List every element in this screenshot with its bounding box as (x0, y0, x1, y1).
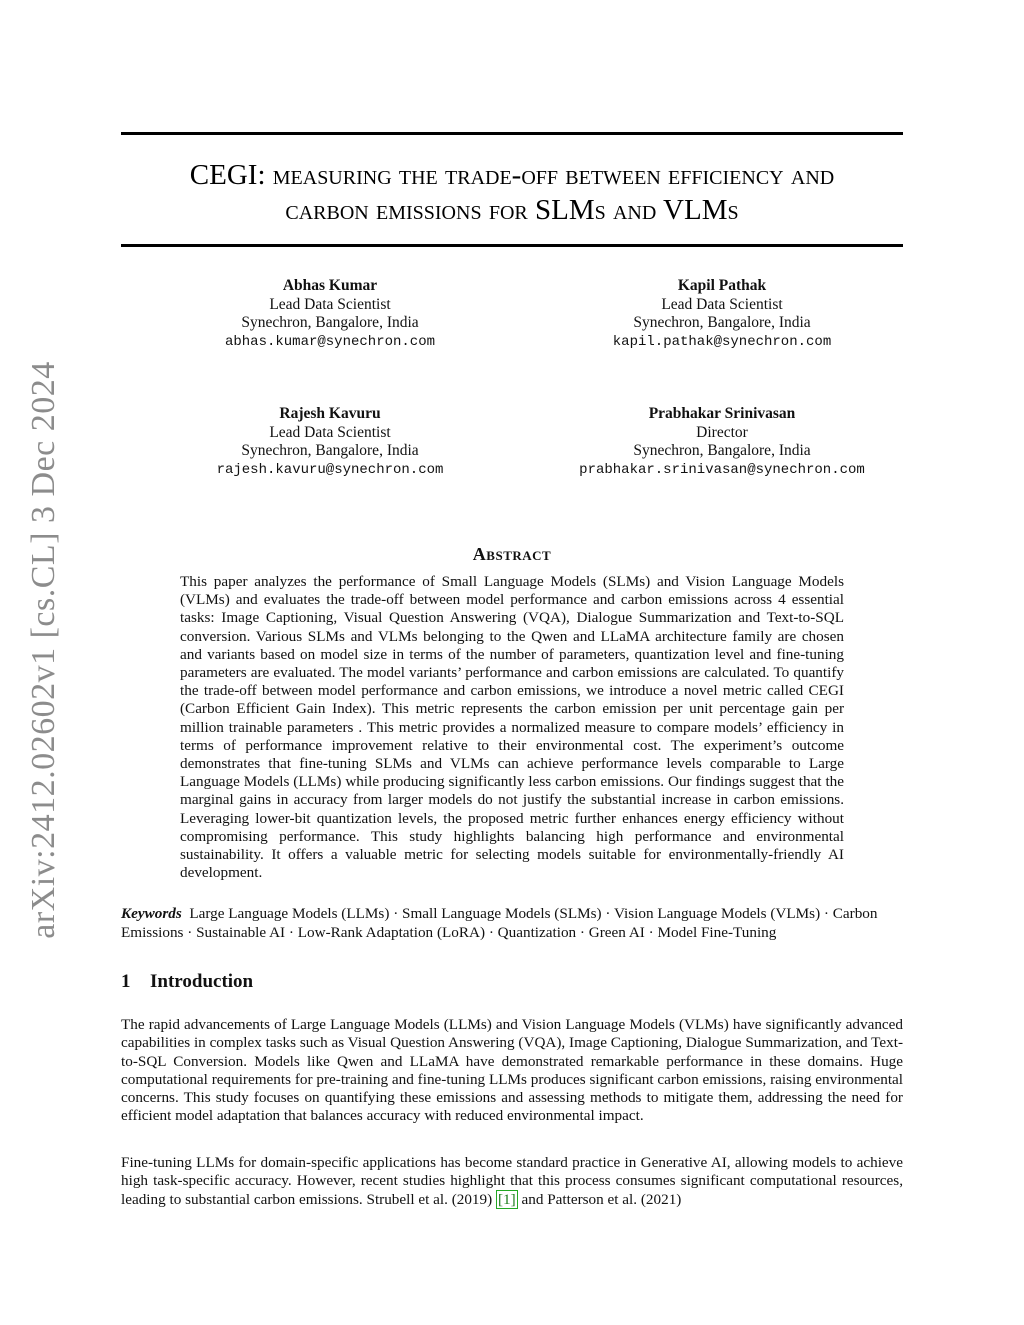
author-block (165, 277, 495, 351)
paper-title-line-1: CEGI: measuring the trade-off between efficiency and (189, 159, 835, 191)
author-name: Abhas Kumar (282, 277, 378, 294)
paper-title-line-2: carbon emissions for SLMs and VLMs (285, 194, 739, 226)
paper-title (121, 158, 903, 228)
author-email[interactable]: abhas.kumar@synechron.com (224, 333, 436, 350)
author-role: Director (696, 423, 748, 441)
section-heading-introduction (121, 971, 253, 993)
paragraph-text: and Patterson et al. (2021) (517, 1190, 682, 1208)
author-email[interactable]: rajesh.kavuru@synechron.com (216, 461, 444, 478)
author-role: Lead Data Scientist (661, 295, 783, 313)
author-block (165, 405, 495, 479)
section-number: 1 (121, 971, 131, 992)
author-role: Lead Data Scientist (269, 295, 391, 313)
abstract-text: This paper analyzes the performance of Small Language Models (SLMs) and Vision Language Models (VLMs) and evaluates the trade-off between model performance and carbon emissions across 4 essential tasks: Image Captioning, Visual Question Answering (VQA), Dialogue Summarization and Text-to-SQL conversion. Various SLMs and VLMs belonging to the Qwen and LLaMA architecture family are chosen and variants based on model size in terms of the number of parameters, quantization level and fine-tuning parameters are evaluated. The model variants’ performance and carbon emissions are calculated. To quantify the trade-off between model performance and carbon emissions, we introduce a novel metric called CEGI (Carbon Efficient Gain Index). This metric represents the carbon emission per unit percentage gain per million trainable parameters . This metric provides a normalized measure to compare models’ efficiency in terms of performance improvement relative to their environmental cost. The experiment’s outcome demonstrates that fine-tuning SLMs and VLMs can achieve performance levels comparable to Large Language Models (LLMs) while producing significantly less carbon emissions. Our findings suggest that the marginal gains in accuracy from larger models do not justify the substantial increase in carbon emissions. Leveraging lower-bit quantization levels, the proposed metric further enhances energy efficiency without compromising performance. This study highlights balancing high performance and environmental sustainability. It offers a valuable metric for selecting models suitable for environmentally-friendly AI development. (180, 573, 844, 882)
abstract-heading: Abstract (472, 544, 552, 564)
author-name: Kapil Pathak (677, 277, 767, 294)
author-name: Prabhakar Srinivasan (648, 405, 796, 422)
keywords-list: Large Language Models (LLMs) · Small Language Models (SLMs) · Vision Language Models (VLMs) · Carbon Emissions · Sustainable AI · Low-Rank Adaptation (LoRA) · Quantization · Green AI · Model Fine-Tuning (121, 905, 878, 941)
citation-link[interactable]: [1] (497, 1190, 516, 1208)
author-block (557, 405, 887, 479)
author-block (557, 277, 887, 351)
author-affiliation: Synechron, Bangalore, India (241, 442, 419, 459)
author-affiliation: Synechron, Bangalore, India (633, 442, 811, 459)
paragraph-text: Fine-tuning LLMs for domain-specific applications has become standard practice in Generative AI, allowing models to achieve high task-specific accuracy. However, recent studies highlight that this process consumes significant computational resources, leading to substantial carbon emissions. Strubell et al. (2019) (121, 1154, 903, 1208)
title-bottom-rule (121, 244, 903, 247)
intro-paragraph-1: The rapid advancements of Large Language Models (LLMs) and Vision Language Models (VLMs) have significantly advanced capabilities in complex tasks such as Visual Question Answering (VQA), Image Captioning, Dialogue Summarization, and Text-to-SQL Conversion. Models like Qwen and LLaMA have demonstrated remarkable performance in these domains. Huge computational requirements for pre-training and fine-tuning LLMs produces significant carbon emissions, raising environmental concerns. This study focuses on quantifying these emissions and assessing methods to mitigate them, addressing the need for efficient model adaptation that balances accuracy with reduced environmental impact. (121, 1016, 903, 1125)
author-email[interactable]: kapil.pathak@synechron.com (612, 333, 832, 350)
arxiv-identifier-stamp: arXiv:2412.02602v1 [cs.CL] 3 Dec 2024 (25, 361, 62, 939)
author-name: Rajesh Kavuru (279, 405, 381, 422)
keywords-label: Keywords (121, 905, 182, 922)
section-title: Introduction (150, 971, 254, 992)
author-email[interactable]: prabhakar.srinivasan@synechron.com (579, 461, 865, 478)
title-top-rule (121, 132, 903, 135)
intro-paragraph-2 (121, 1154, 903, 1209)
author-affiliation: Synechron, Bangalore, India (633, 314, 811, 331)
author-role: Lead Data Scientist (269, 423, 391, 441)
author-affiliation: Synechron, Bangalore, India (241, 314, 419, 331)
keywords-line (121, 905, 903, 942)
